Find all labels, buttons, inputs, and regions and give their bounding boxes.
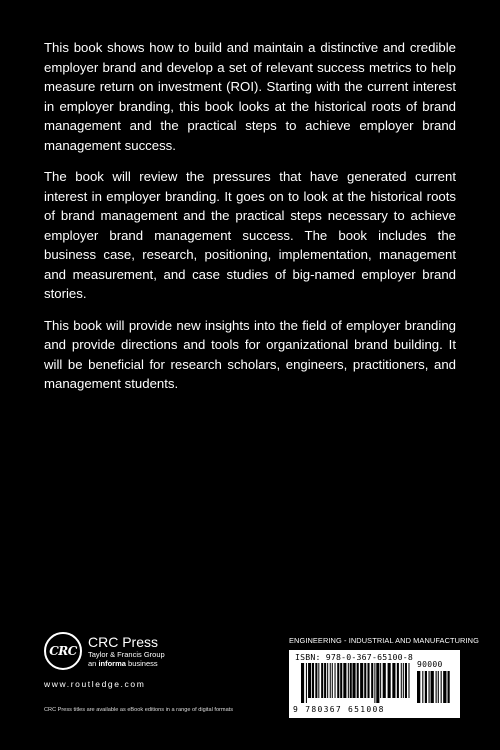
blurb-paragraph-3: This book will provide new insights into the field of employer branding and provide directions and tools for organizational brand building. It will be beneficial for research scholars, engineers, practitioners, and management students. (44, 317, 456, 391)
crc-logo-icon (44, 632, 82, 670)
barcode-bar (352, 663, 355, 698)
publisher-name: CRC Press (88, 633, 159, 650)
barcode-bar (376, 663, 379, 703)
barcode-bar (403, 663, 404, 698)
back-cover-blurb (44, 38, 456, 406)
barcode-bar (335, 663, 336, 698)
barcode-bar (357, 663, 359, 698)
subject-category: ENGINEERING - INDUSTRIAL AND MANUFACTURING (289, 636, 479, 645)
barcode-bar (332, 663, 333, 698)
barcode-bar (401, 663, 402, 698)
barcode-bar (374, 663, 375, 703)
barcode-bar (371, 663, 373, 698)
barcode-bar (327, 663, 328, 698)
barcode-bar (360, 663, 363, 698)
barcode-bar (405, 663, 407, 698)
barcode-bar (397, 663, 399, 698)
barcode-bar (436, 671, 437, 703)
informa-suffix: business (128, 658, 158, 668)
addon-barcode-bars (417, 671, 451, 703)
barcode-bar (308, 663, 311, 698)
barcode-bar (315, 663, 317, 698)
barcode-bar (324, 663, 326, 698)
publisher-logo (44, 632, 294, 670)
barcode-bar (429, 671, 430, 703)
blurb-paragraph-1: This book shows how to build and maintain a distinctive and credible employer brand and develop a set of relevant success metrics to help measure return on investment (ROI). Starting with the current interest in employer branding, this book looks at the historical roots of brand management and the practical steps to achieve employer brand management success. (44, 40, 456, 153)
barcode-bar (388, 663, 391, 698)
ebook-note: CRC Press titles are available as eBook editions in a range of digital formats (44, 707, 234, 713)
ean-barcode-bars (301, 663, 411, 703)
blurb-paragraph-2: The book will review the pressures that have generated current interest in employer branding. It goes on to look at the historical roots of brand management and the practical steps necessary to achieve employer brand management success. The book includes the business case, research, positioning, implementation, management and measurement, and case studies of big-named employer brand stories. (44, 169, 456, 301)
barcode-bar (350, 663, 352, 698)
barcode-bar (441, 671, 442, 703)
publisher-website: www.routledge.com (44, 679, 146, 689)
barcode-bar (318, 663, 319, 698)
barcode-bar (306, 663, 307, 703)
barcode-bar (301, 663, 304, 703)
ean-digits: 9 780367 651008 (293, 705, 385, 714)
price-addon-digits: 90000 (417, 660, 443, 669)
barcode-bar (364, 663, 366, 698)
barcode-bar (448, 671, 450, 703)
barcode-bar (417, 671, 420, 703)
barcode-bar (425, 671, 427, 703)
barcode-bar (330, 663, 331, 698)
barcode-bar (438, 671, 439, 703)
isbn-label: ISBN: 978-0-367-65100-8 (295, 652, 413, 662)
barcode-bar (348, 663, 349, 698)
barcode-bar (380, 663, 381, 698)
barcode-bar (408, 663, 409, 698)
barcode-bar (337, 663, 339, 698)
barcode-bar (321, 663, 323, 698)
barcode-bar (443, 671, 446, 703)
informa-tagline (88, 659, 165, 668)
barcode-bar (422, 671, 423, 703)
barcode-bar (431, 671, 434, 703)
crc-logo-text: CRC (49, 644, 77, 658)
barcode-bar (312, 663, 314, 698)
barcode-bar (392, 663, 395, 698)
barcode-bar (383, 663, 386, 698)
informa-prefix: an (88, 658, 97, 668)
informa-word: informa (98, 658, 126, 668)
isbn-barcode (289, 650, 460, 718)
barcode-bar (343, 663, 346, 698)
publisher-group: Taylor & Francis Group (88, 649, 165, 659)
barcode-bar (340, 663, 342, 698)
publisher-block (44, 632, 294, 689)
barcode-bar (367, 663, 369, 698)
